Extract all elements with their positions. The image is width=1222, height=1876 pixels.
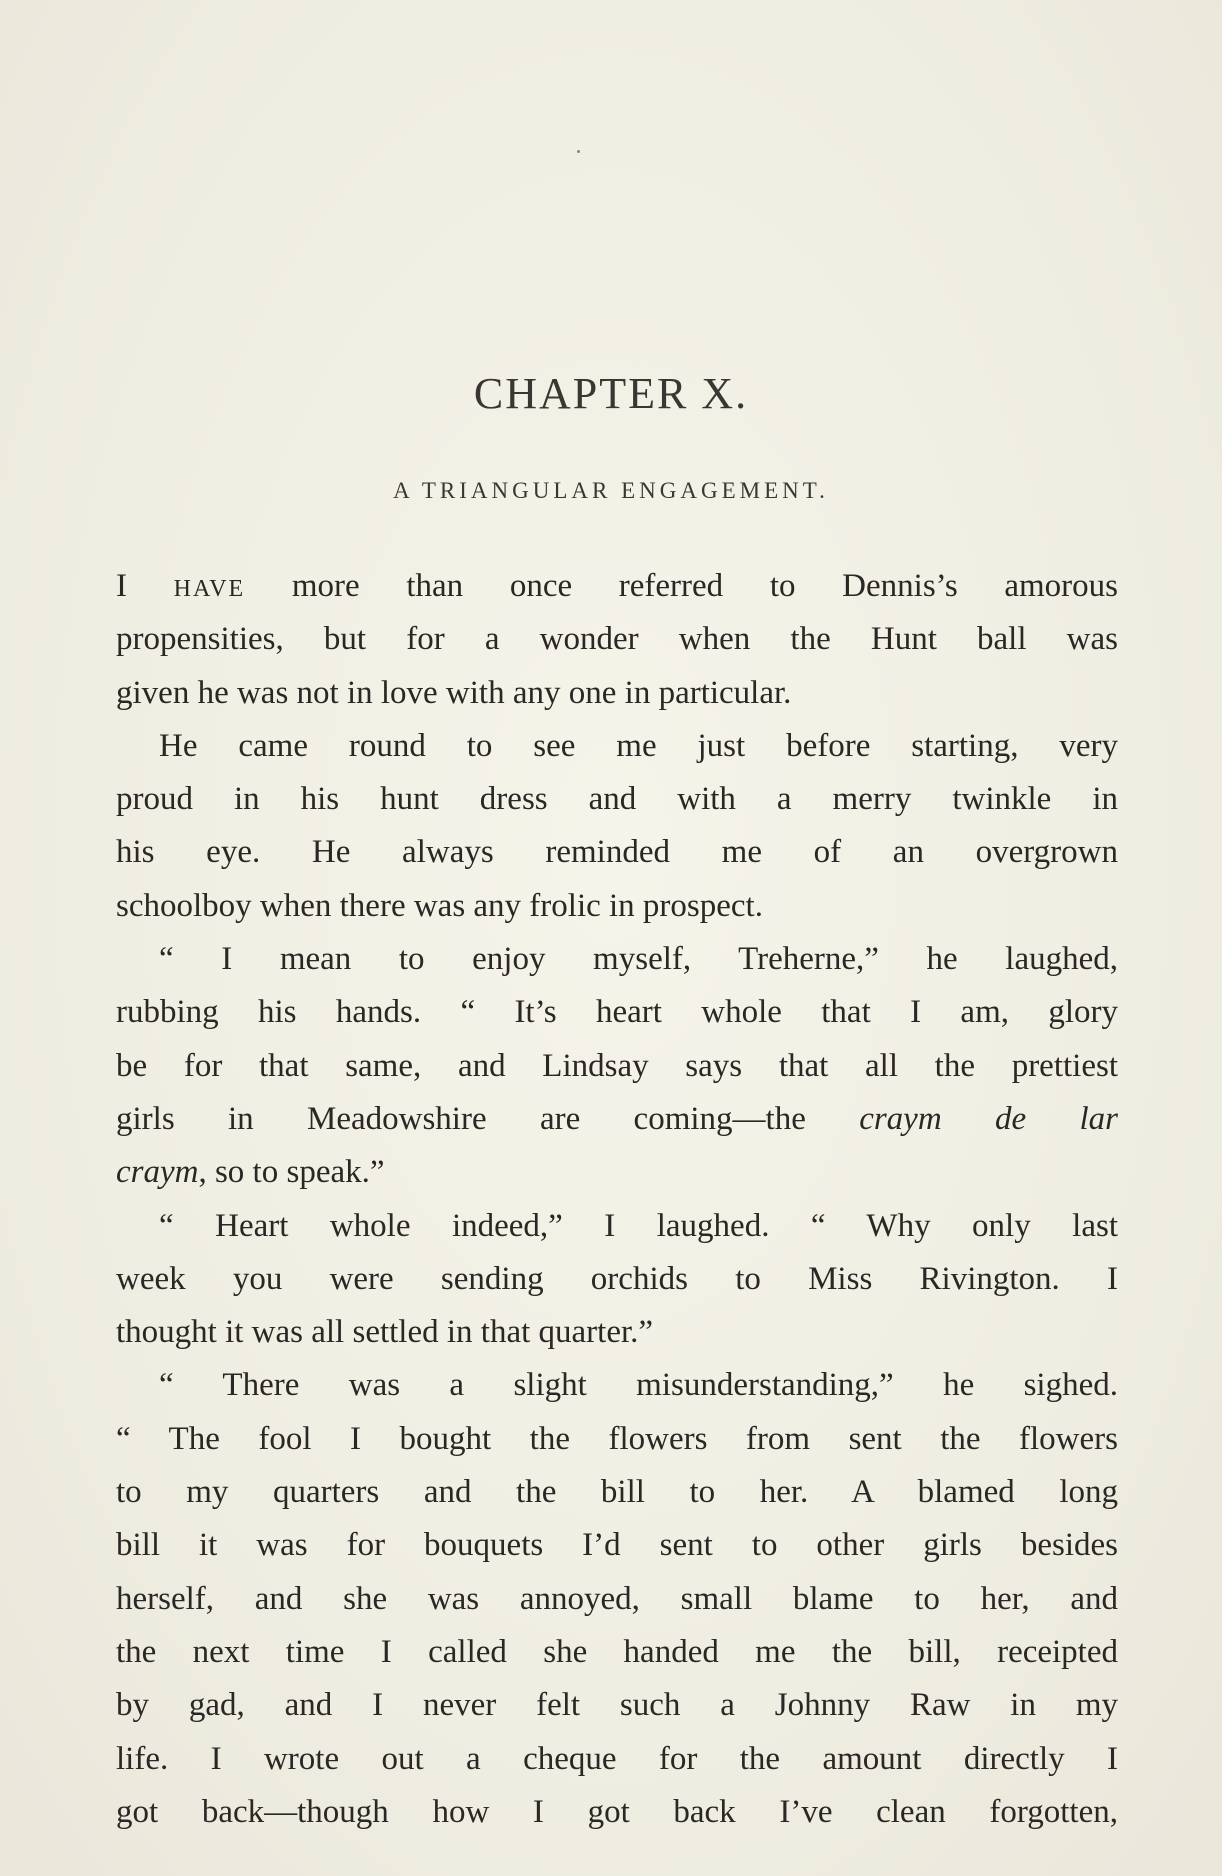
text-line: girls in Meadowshire are coming—the craym de lar — [116, 1100, 1118, 1137]
text-line: week you were sending orchids to Miss Rivington. I — [116, 1260, 1118, 1297]
chapter-title: CHAPTER X. — [473, 369, 749, 418]
text-line: to my quarters and the bill to her. A blamed long — [116, 1474, 1118, 1511]
paragraph-first-line: “ Heart whole indeed,” I laughed. “ Why only last — [159, 1207, 1118, 1244]
text-line: “ The fool I bought the flowers from sent the flowers — [116, 1420, 1118, 1457]
chapter-subtitle: A TRIANGULAR ENGAGEMENT. — [393, 478, 829, 503]
chapter-body — [116, 560, 1118, 1839]
text-line: bill it was for bouquets I’d sent to other girls besides — [116, 1527, 1118, 1564]
paragraph-first-line: “ There was a slight misunderstanding,” he sighed. — [159, 1367, 1118, 1404]
text-line: I HAVE more than once referred to Dennis’s amorous — [116, 568, 1118, 604]
ink-speck — [577, 150, 580, 153]
text-line: got back—though how I got back I’ve clean forgotten, — [116, 1793, 1118, 1830]
text-line: be for that same, and Lindsay says that all the prettiest — [116, 1047, 1118, 1084]
text-line: rubbing his hands. “ It’s heart whole that I am, glory — [116, 994, 1118, 1031]
text-line: propensities, but for a wonder when the Hunt ball was — [116, 621, 1118, 658]
text-line: the next time I called she handed me the bill, receipted — [116, 1633, 1118, 1670]
paragraph-first-line: “ I mean to enjoy myself, Treherne,” he laughed, — [159, 941, 1118, 978]
text-line: craym, so to speak.” — [116, 1154, 385, 1191]
text-line: schoolboy when there was any frolic in prospect. — [116, 887, 763, 924]
text-line: given he was not in love with any one in particular. — [116, 674, 792, 711]
text-line: proud in his hunt dress and with a merry twinkle in — [116, 781, 1118, 818]
text-line: herself, and she was annoyed, small blame to her, and — [116, 1580, 1118, 1617]
text-line: life. I wrote out a cheque for the amount directly I — [116, 1740, 1118, 1777]
text-line: by gad, and I never felt such a Johnny Raw in my — [116, 1687, 1118, 1724]
text-line: thought it was all settled in that quarter.” — [116, 1314, 654, 1351]
text-line: his eye. He always reminded me of an overgrown — [116, 834, 1118, 871]
paragraph-first-line: He came round to see me just before starting, very — [159, 727, 1118, 764]
